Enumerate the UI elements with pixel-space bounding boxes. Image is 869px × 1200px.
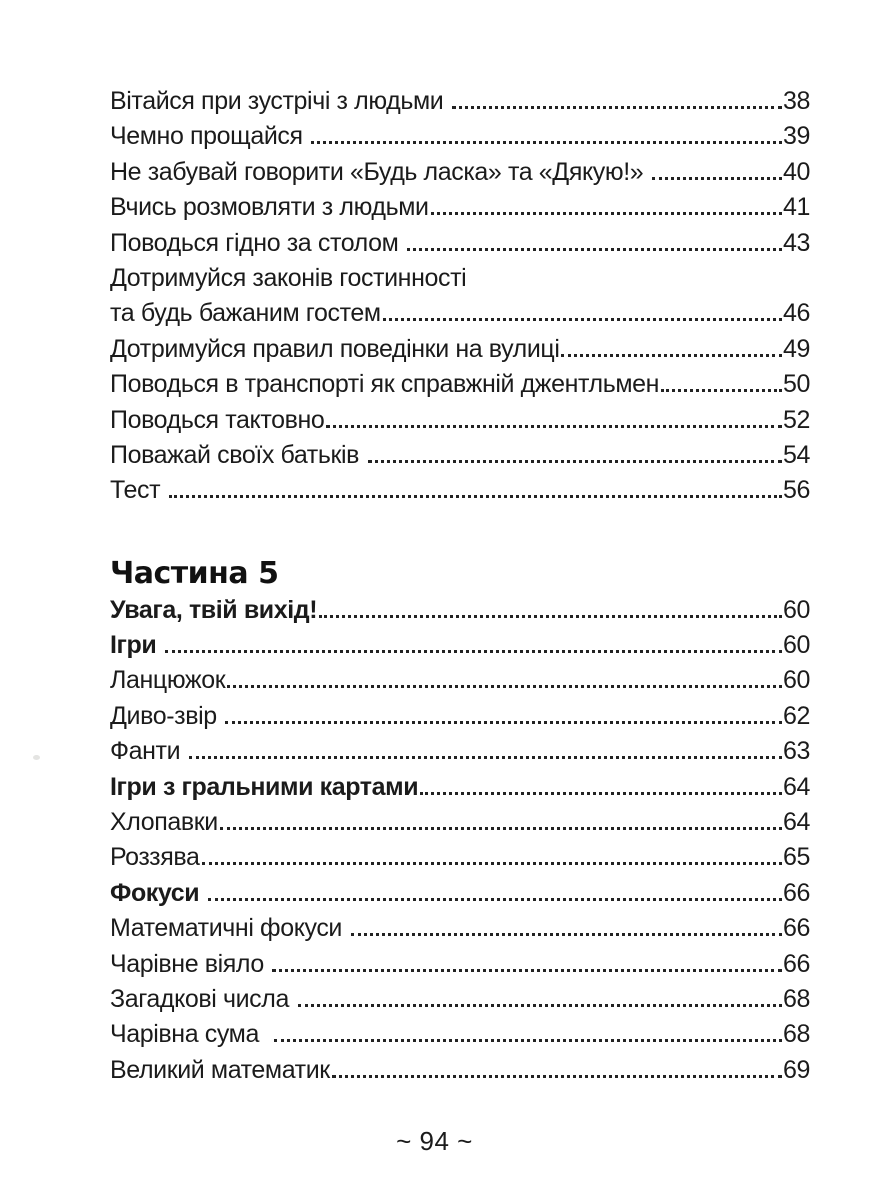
toc-page-number: 60 (782, 666, 810, 695)
toc-entry (110, 332, 810, 367)
toc-entry (110, 190, 810, 225)
toc-entry-title: Фокуси (110, 878, 206, 907)
toc-entry-title: Поводься тактовно (110, 405, 325, 434)
toc-entry (110, 367, 810, 402)
dot-leader (225, 721, 782, 724)
toc-entry (110, 593, 810, 628)
dot-leader (208, 898, 782, 901)
toc-page-number: 43 (782, 228, 810, 257)
toc-entry-title: Ланцюжок (110, 666, 226, 695)
toc-entry (110, 734, 810, 769)
toc-page-number: 46 (782, 299, 810, 328)
toc-entry-title: Хлопавки (110, 808, 218, 837)
toc-page-number: 64 (782, 808, 810, 837)
toc-entry (110, 473, 810, 508)
toc-page-number: 68 (782, 984, 810, 1013)
toc-entry-title: Чарівне віяло (110, 949, 271, 978)
toc-page-number: 52 (782, 405, 810, 434)
toc-entry (110, 911, 810, 946)
toc-entry-title: Вчись розмовляти з людьми (110, 193, 429, 222)
toc-page-number: 49 (782, 334, 810, 363)
toc-page-number: 66 (782, 914, 810, 943)
toc-entry (110, 947, 810, 982)
dot-leader (274, 1039, 782, 1042)
toc-entry-wrapped-first-line (110, 261, 810, 296)
dot-leader (332, 1075, 782, 1078)
dot-leader (169, 495, 782, 498)
toc-entry-title: Вітайся при зустрічі з людьми (110, 87, 450, 115)
toc-entry-title: Тест (110, 476, 167, 505)
toc-entry-title: Не забувай говорити «Будь ласка» та «Дякую!» (110, 157, 650, 186)
toc-entry-title: Чарівна сума (110, 1020, 273, 1049)
toc-entry-title: та будь бажаним гостем (110, 299, 381, 328)
dot-leader (420, 792, 782, 795)
toc-page-number: 62 (782, 701, 810, 730)
toc-entry-title: Ігри з гральними картами (110, 772, 419, 801)
toc-page-number: 39 (782, 122, 810, 151)
toc-page-number: 63 (782, 737, 810, 766)
toc-entry (110, 155, 810, 190)
toc-entry (110, 699, 810, 734)
toc-entry (110, 84, 810, 119)
toc-entry (110, 982, 810, 1017)
toc-page-number: 60 (782, 631, 810, 660)
dot-leader (326, 425, 782, 428)
dot-leader (368, 460, 782, 463)
dot-leader (652, 177, 782, 180)
toc-entry (110, 805, 810, 840)
toc-entry-title: Поводься гідно за столом (110, 228, 405, 257)
dot-leader (319, 615, 782, 618)
toc-entry (110, 840, 810, 875)
dot-leader (407, 248, 782, 251)
toc-entry-title: Фанти (110, 737, 187, 766)
dot-leader (202, 862, 782, 865)
toc-entry-title: Великий математик (110, 1055, 330, 1084)
toc-page-number: 68 (782, 1020, 810, 1049)
toc-entry-title: Диво-звір (110, 701, 224, 730)
toc-page-number: 38 (782, 87, 810, 115)
toc-page-number: 56 (782, 476, 810, 505)
page-number-footer: ~ 94 ~ (396, 1126, 473, 1156)
dot-leader (431, 212, 782, 215)
dot-leader (661, 389, 782, 392)
toc-entry-wrapped-second-line (110, 296, 810, 331)
toc-entry-title: Роззява (110, 843, 200, 872)
toc-entry (110, 876, 810, 911)
section-heading: Частина 5 (110, 555, 279, 591)
toc-page-number: 54 (782, 440, 810, 469)
dot-leader (383, 318, 782, 321)
dot-leader (220, 827, 782, 830)
toc-entry (110, 119, 810, 154)
toc-entry-title: Поважай своїх батьків (110, 440, 366, 469)
toc-entry (110, 226, 810, 261)
toc-entry (110, 1053, 810, 1088)
toc-entry-title: Поводься в транспорті як справжній джентльмен (110, 370, 660, 399)
toc-page-number: 60 (782, 595, 810, 624)
toc-entry (110, 770, 810, 805)
dot-leader (311, 141, 782, 144)
toc-page-number: 64 (782, 772, 810, 801)
dot-leader (452, 106, 782, 109)
toc-entry-title: Дотримуйся законів гостинності (110, 263, 467, 292)
toc-entry-title: Чемно прощайся (110, 122, 310, 151)
toc-entry (110, 438, 810, 473)
toc-page-number: 65 (782, 843, 810, 872)
toc-entry-title: Увага, твій вихід! (110, 595, 318, 624)
toc-entry (110, 403, 810, 438)
toc-entry-title: Дотримуйся правил поведінки на вулиці (110, 334, 560, 363)
dot-leader (298, 1004, 782, 1007)
dot-leader (272, 969, 782, 972)
toc-entry (110, 663, 810, 698)
toc-page-number: 69 (782, 1055, 810, 1084)
dot-leader (351, 933, 782, 936)
toc-entry (110, 628, 810, 663)
toc-entry-title: Загадкові числа (110, 984, 296, 1013)
dot-leader (227, 685, 782, 688)
toc-entry (110, 1017, 810, 1052)
toc-page-number: 40 (782, 157, 810, 186)
toc-page-number: 66 (782, 878, 810, 907)
toc-page-number: 41 (782, 193, 810, 222)
dot-leader (561, 354, 782, 357)
dot-leader (189, 756, 782, 759)
dot-leader (165, 650, 782, 653)
table-of-contents (110, 84, 810, 1088)
toc-entry-title: Математичні фокуси (110, 914, 349, 943)
toc-page-number: 66 (782, 949, 810, 978)
scan-artifact-speck (33, 755, 40, 760)
toc-entry-title: Ігри (110, 631, 163, 660)
toc-page-number: 50 (782, 370, 810, 399)
